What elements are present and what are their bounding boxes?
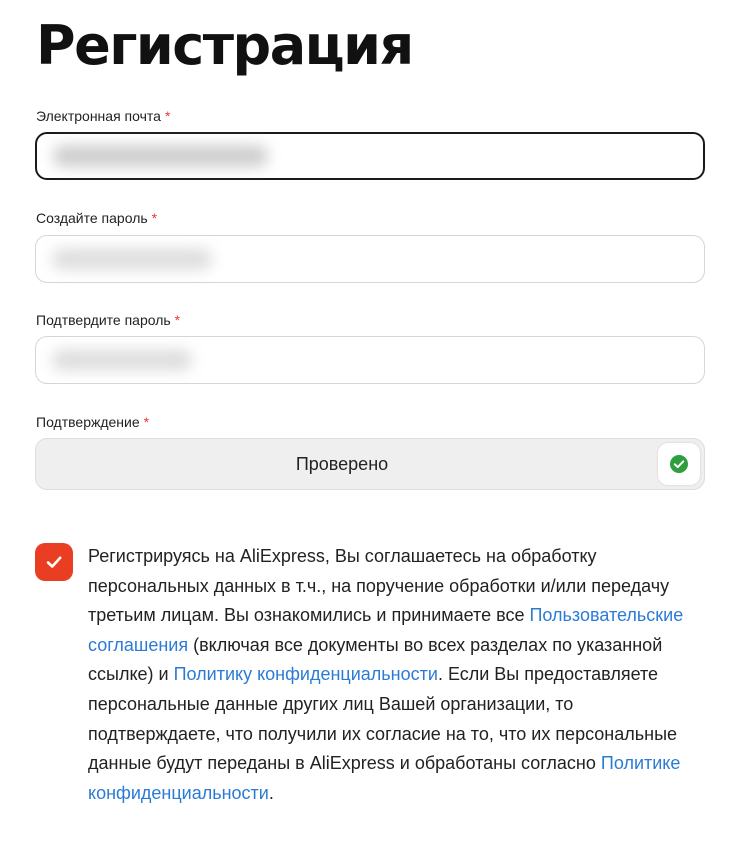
- consent-text: [88, 542, 708, 808]
- consent-text-part-1: Регистрируясь на AliExpress, Вы соглашаетесь на обработку персональных данных в т.ч., на поручение обработки и/или передачу третьим лицам. Вы ознакомились и принимаете все: [88, 546, 670, 626]
- email-field[interactable]: [35, 132, 705, 180]
- confirm-password-label-text: Подтвердите пароль: [36, 312, 171, 328]
- check-circle-icon: [668, 453, 690, 475]
- email-label: [36, 107, 170, 125]
- user-agreements-link[interactable]: Пользовательские соглашения: [88, 605, 684, 655]
- captcha-status-text: Проверено: [295, 454, 389, 474]
- password-label-text: Создайте пароль: [36, 210, 148, 226]
- privacy-policy-link[interactable]: Политику конфиденциальности: [173, 664, 438, 685]
- password-label: [36, 209, 157, 227]
- email-label-text: Электронная почта: [36, 108, 161, 124]
- required-mark: *: [151, 210, 158, 226]
- consent-text-part-4: .: [268, 782, 274, 803]
- captcha-check-button[interactable]: [658, 443, 700, 485]
- captcha-verification[interactable]: [35, 438, 705, 490]
- consent-checkbox[interactable]: [35, 543, 73, 581]
- privacy-policy-link-2[interactable]: Политике конфиденциальности: [88, 753, 681, 803]
- confirm-password-label: [36, 311, 180, 329]
- consent-text-part-2: (включая все документы во всех разделах по указанной ссылке) и: [88, 634, 663, 685]
- password-field[interactable]: [35, 235, 705, 283]
- verification-label-text: Подтверждение: [36, 414, 140, 430]
- required-mark: *: [164, 108, 171, 124]
- checkmark-icon: [43, 551, 65, 573]
- consent-text-part-3: . Если Вы предоставляете персональные данные других лиц Вашей организации, то подтверждаете, что получили их согласие на то, что их персональные данные будут переданы в AliExpress и обработаны согласно: [88, 664, 678, 774]
- required-mark: *: [143, 414, 150, 430]
- confirm-password-input[interactable]: [36, 337, 704, 383]
- page-title: Регистрация: [36, 14, 413, 77]
- confirm-password-field[interactable]: [35, 336, 705, 384]
- password-input[interactable]: [36, 236, 704, 282]
- required-mark: *: [174, 312, 181, 328]
- email-input[interactable]: [37, 134, 703, 178]
- verification-label: [36, 413, 149, 431]
